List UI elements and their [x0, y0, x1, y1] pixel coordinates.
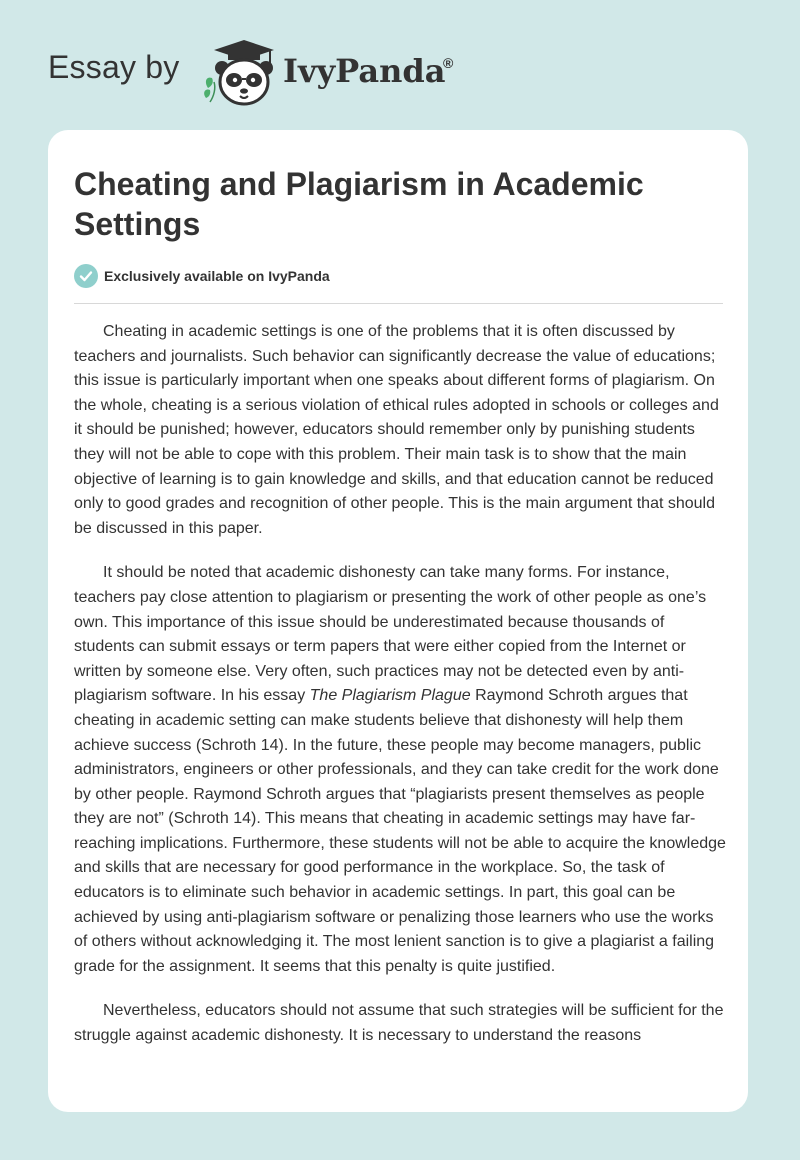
essay-body: [74, 320, 726, 1049]
exclusive-badge: [74, 264, 330, 288]
panda-graduate-icon[interactable]: [200, 38, 276, 108]
paragraph-1: Cheating in academic settings is one of the problems that it is often discussed by teachers and journalists. Such behavior can significantly decrease the value of educations; this issue is particularly important when one speaks about different forms of plagiarism. On the whole, cheating is a serious violation of ethical rules adopted in schools or colleges and it should be punished; however, educators should remember only by punishing students they will not be able to cope with this problem. Their main task is to show that the main objective of learning is to gain knowledge and skills, and that education cannot be reduced only to good grades and recognition of other people. This is the main argument that should be discussed in this paper.: [74, 323, 719, 537]
essay-card: [48, 130, 748, 1112]
paragraph-3: Nevertheless, educators should not assume that such strategies will be sufficient for the struggle against academic dishonesty. It is necessary to understand the reasons: [74, 1002, 724, 1045]
paragraph-2: [74, 561, 726, 979]
brand-prefix: Essay by: [48, 49, 180, 85]
page-title: Cheating and Plagiarism in Academic Settings: [74, 166, 644, 242]
check-circle-icon: [74, 264, 98, 288]
paragraph-2-text-end: Raymond Schroth argues that cheating in academic setting can make students believe that dishonesty will help them achieve success (Schroth 14). In the future, these people may become managers, public administrators, engineers or other professionals, and they can take credit for the work done by other people. Raymond Schroth argues that “plagiarists present themselves as people they are not” (Schroth 14). This means that cheating in academic settings may have far-reaching implications. Furthermore, these students will not be able to acquire the knowledge and skills that are necessary for good performance in the workplace. So, the task of educators is to eliminate such behavior in academic settings. In part, this goal can be achieved by using anti-plagiarism software or penalizing those learners who use the works of others without acknowledging it. The most lenient sanction is to give a plagiarist a failing grade for the assignment. It seems that this penalty is quite justified.: [74, 687, 726, 975]
brand-name[interactable]: IvyPanda: [283, 52, 446, 90]
divider: [74, 303, 723, 304]
badge-label: Exclusively available on IvyPanda: [104, 268, 330, 284]
essay-title-citation: The Plagiarism Plague: [309, 687, 471, 705]
registered-mark: ®: [443, 55, 454, 71]
paragraph-2-text-start: It should be noted that academic dishonesty can take many forms. For instance, teachers pay close attention to plagiarism or presenting the work of other people as one’s own. This importance of this issue should be underestimated because thousands of students can submit essays or term papers that were either copied from the Internet or written by someone else. Very often, such practices may not be detected even by anti-plagiarism software. In his essay: [74, 564, 707, 705]
site-header: [0, 0, 800, 130]
